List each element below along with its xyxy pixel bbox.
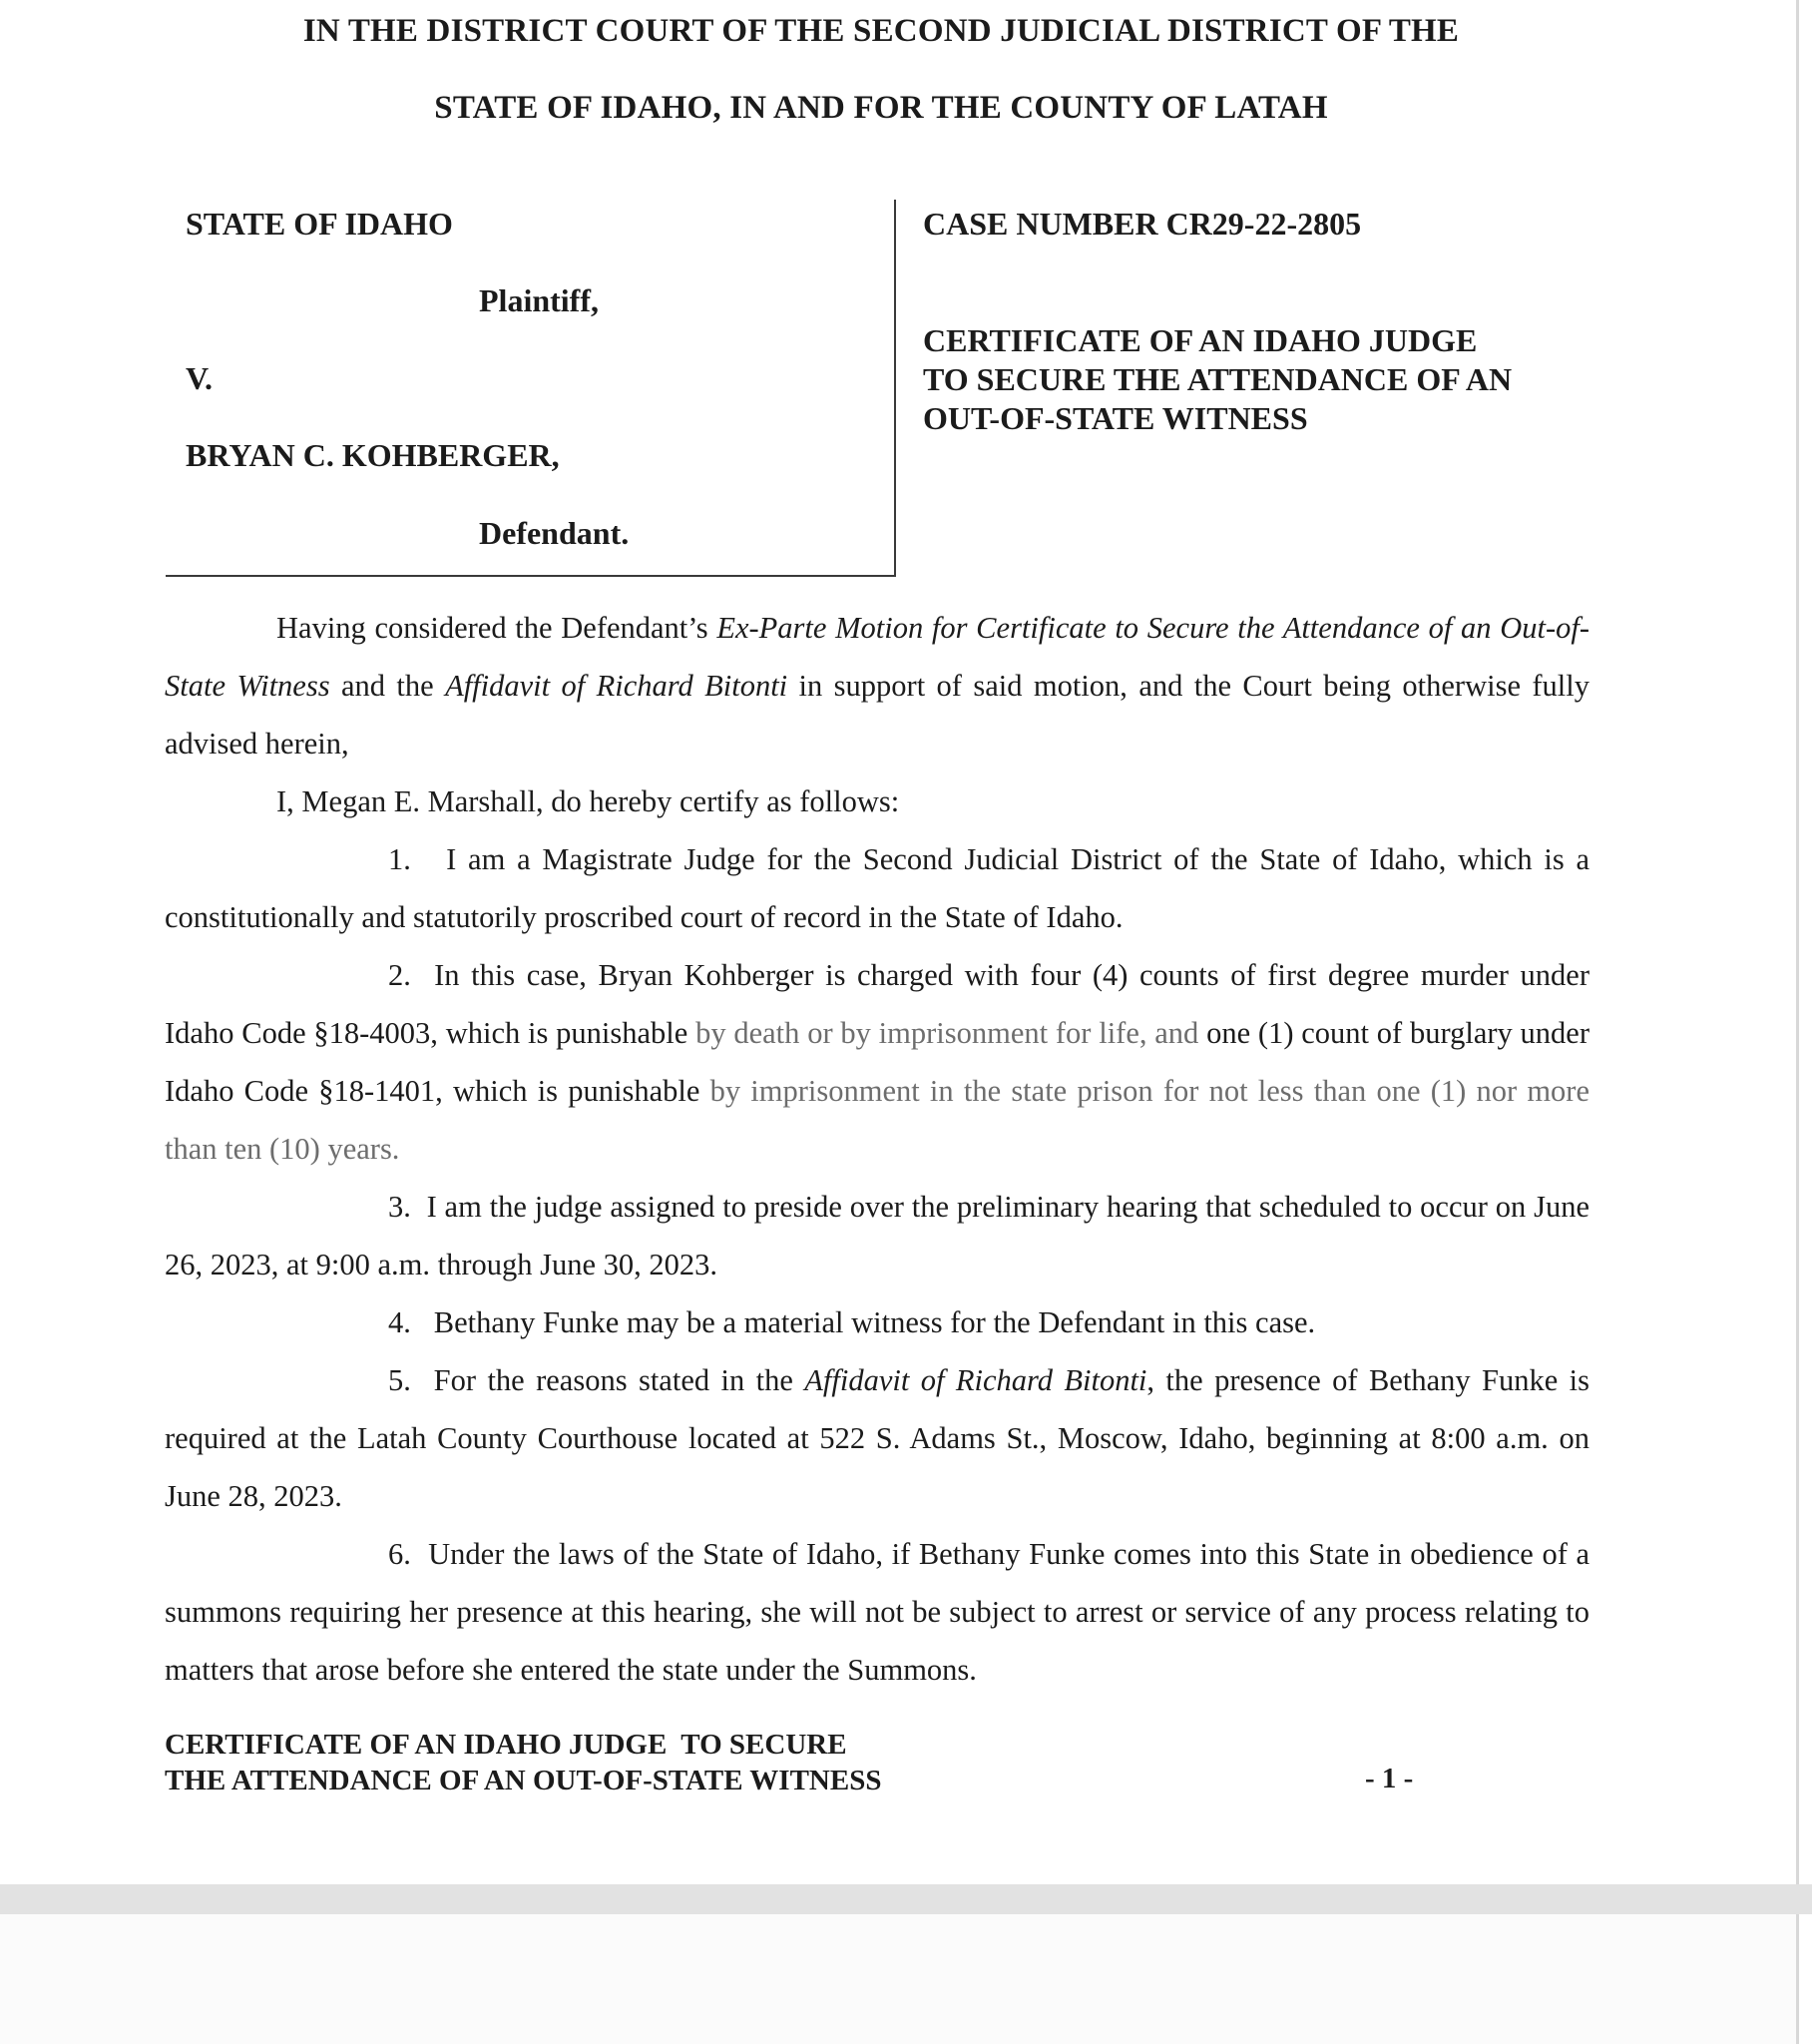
case-caption-box [166, 200, 896, 577]
numbered-paragraph-3: 3. I am the judge assigned to preside over the preliminary hearing that scheduled to occur on June 26, 2023, at 9:00 a.m. through June 30, 2023. [165, 1178, 1589, 1293]
document-body [165, 599, 1589, 1699]
certify-line: I, Megan E. Marshall, do hereby certify as follows: [276, 784, 900, 818]
versus-label: V. [186, 360, 213, 396]
document-title [923, 321, 1512, 438]
numbered-paragraph-1: 1. I am a Magistrate Judge for the Second Judicial District of the State of Idaho, which is a constitutionally and statutorily proscribed court of record in the State of Idaho. [165, 830, 1589, 946]
paragraph-number: 6. [388, 1537, 411, 1571]
paragraph-number: 1. [388, 842, 411, 876]
defendant-name: BRYAN C. KOHBERGER, [186, 437, 560, 473]
plaintiff-name: STATE OF IDAHO [186, 206, 453, 242]
page-number: - 1 - [1365, 1763, 1414, 1794]
paragraph-number: 4. [388, 1305, 411, 1339]
numbered-paragraph-2: 2. In this case, Bryan Kohberger is charged with four (4) counts of first degree murder under Idaho Code §18-4003, which is punishable by death or by imprisonment for life, and one (1) count of burglary under Idaho Code §18-1401, which is punishable by imprisonment in the state prison for not less than one (1) nor more than ten (10) years. [165, 946, 1589, 1178]
paragraph-number: 5. [388, 1363, 411, 1397]
next-page [0, 1914, 1799, 2044]
plaintiff-role: Plaintiff, [479, 282, 599, 318]
paragraph-number: 3. [388, 1190, 411, 1224]
paragraph-number: 2. [388, 958, 411, 992]
court-header-line-1: IN THE DISTRICT COURT OF THE SECOND JUDICIAL DISTRICT OF THE [302, 13, 1460, 49]
document-title-line: TO SECURE THE ATTENDANCE OF AN [923, 361, 1513, 397]
document-title-line: OUT-OF-STATE WITNESS [923, 400, 1308, 436]
motion-title: Ex-Parte Motion for Certificate to Secure the Attendance of an Out-of-State Witness [165, 611, 1589, 703]
affidavit-title: Affidavit of Richard Bitonti [445, 669, 788, 703]
page-separator [0, 1884, 1812, 1914]
case-number: CASE NUMBER CR29-22-2805 [923, 206, 1362, 242]
footer-title-line: THE ATTENDANCE OF AN OUT-OF-STATE WITNESS [165, 1765, 882, 1796]
affidavit-title: Affidavit of Richard Bitonti [804, 1363, 1147, 1397]
court-header-line-2: STATE OF IDAHO, IN AND FOR THE COUNTY OF LATAH [434, 90, 1328, 126]
footer-document-title [165, 1727, 881, 1798]
intro-paragraph: Having considered the Defendant’s Ex-Parte Motion for Certificate to Secure the Attendance of an Out-of-State Witness and the Affidavit of Richard Bitonti in support of said motion, and the Court being otherwise fully advised herein, [165, 611, 1589, 761]
numbered-paragraph-5: 5. For the reasons stated in the Affidavit of Richard Bitonti, the presence of Bethany Funke is required at the Latah County Courthouse located at 522 S. Adams St., Moscow, Idaho, beginning at 8:00 a.m. on June 28, 2023. [165, 1351, 1589, 1525]
document-title-line: CERTIFICATE OF AN IDAHO JUDGE [923, 322, 1478, 358]
numbered-paragraph-4: 4. Bethany Funke may be a material witness for the Defendant in this case. [165, 1293, 1589, 1351]
numbered-paragraph-6: 6. Under the laws of the State of Idaho, if Bethany Funke comes into this State in obedience of a summons requiring her presence at this hearing, she will not be subject to arrest or service of any process relating to matters that arose before she entered the state under the Summons. [165, 1525, 1589, 1699]
defendant-role: Defendant. [479, 515, 630, 551]
footer-title-line: CERTIFICATE OF AN IDAHO JUDGE TO SECURE [165, 1729, 847, 1761]
